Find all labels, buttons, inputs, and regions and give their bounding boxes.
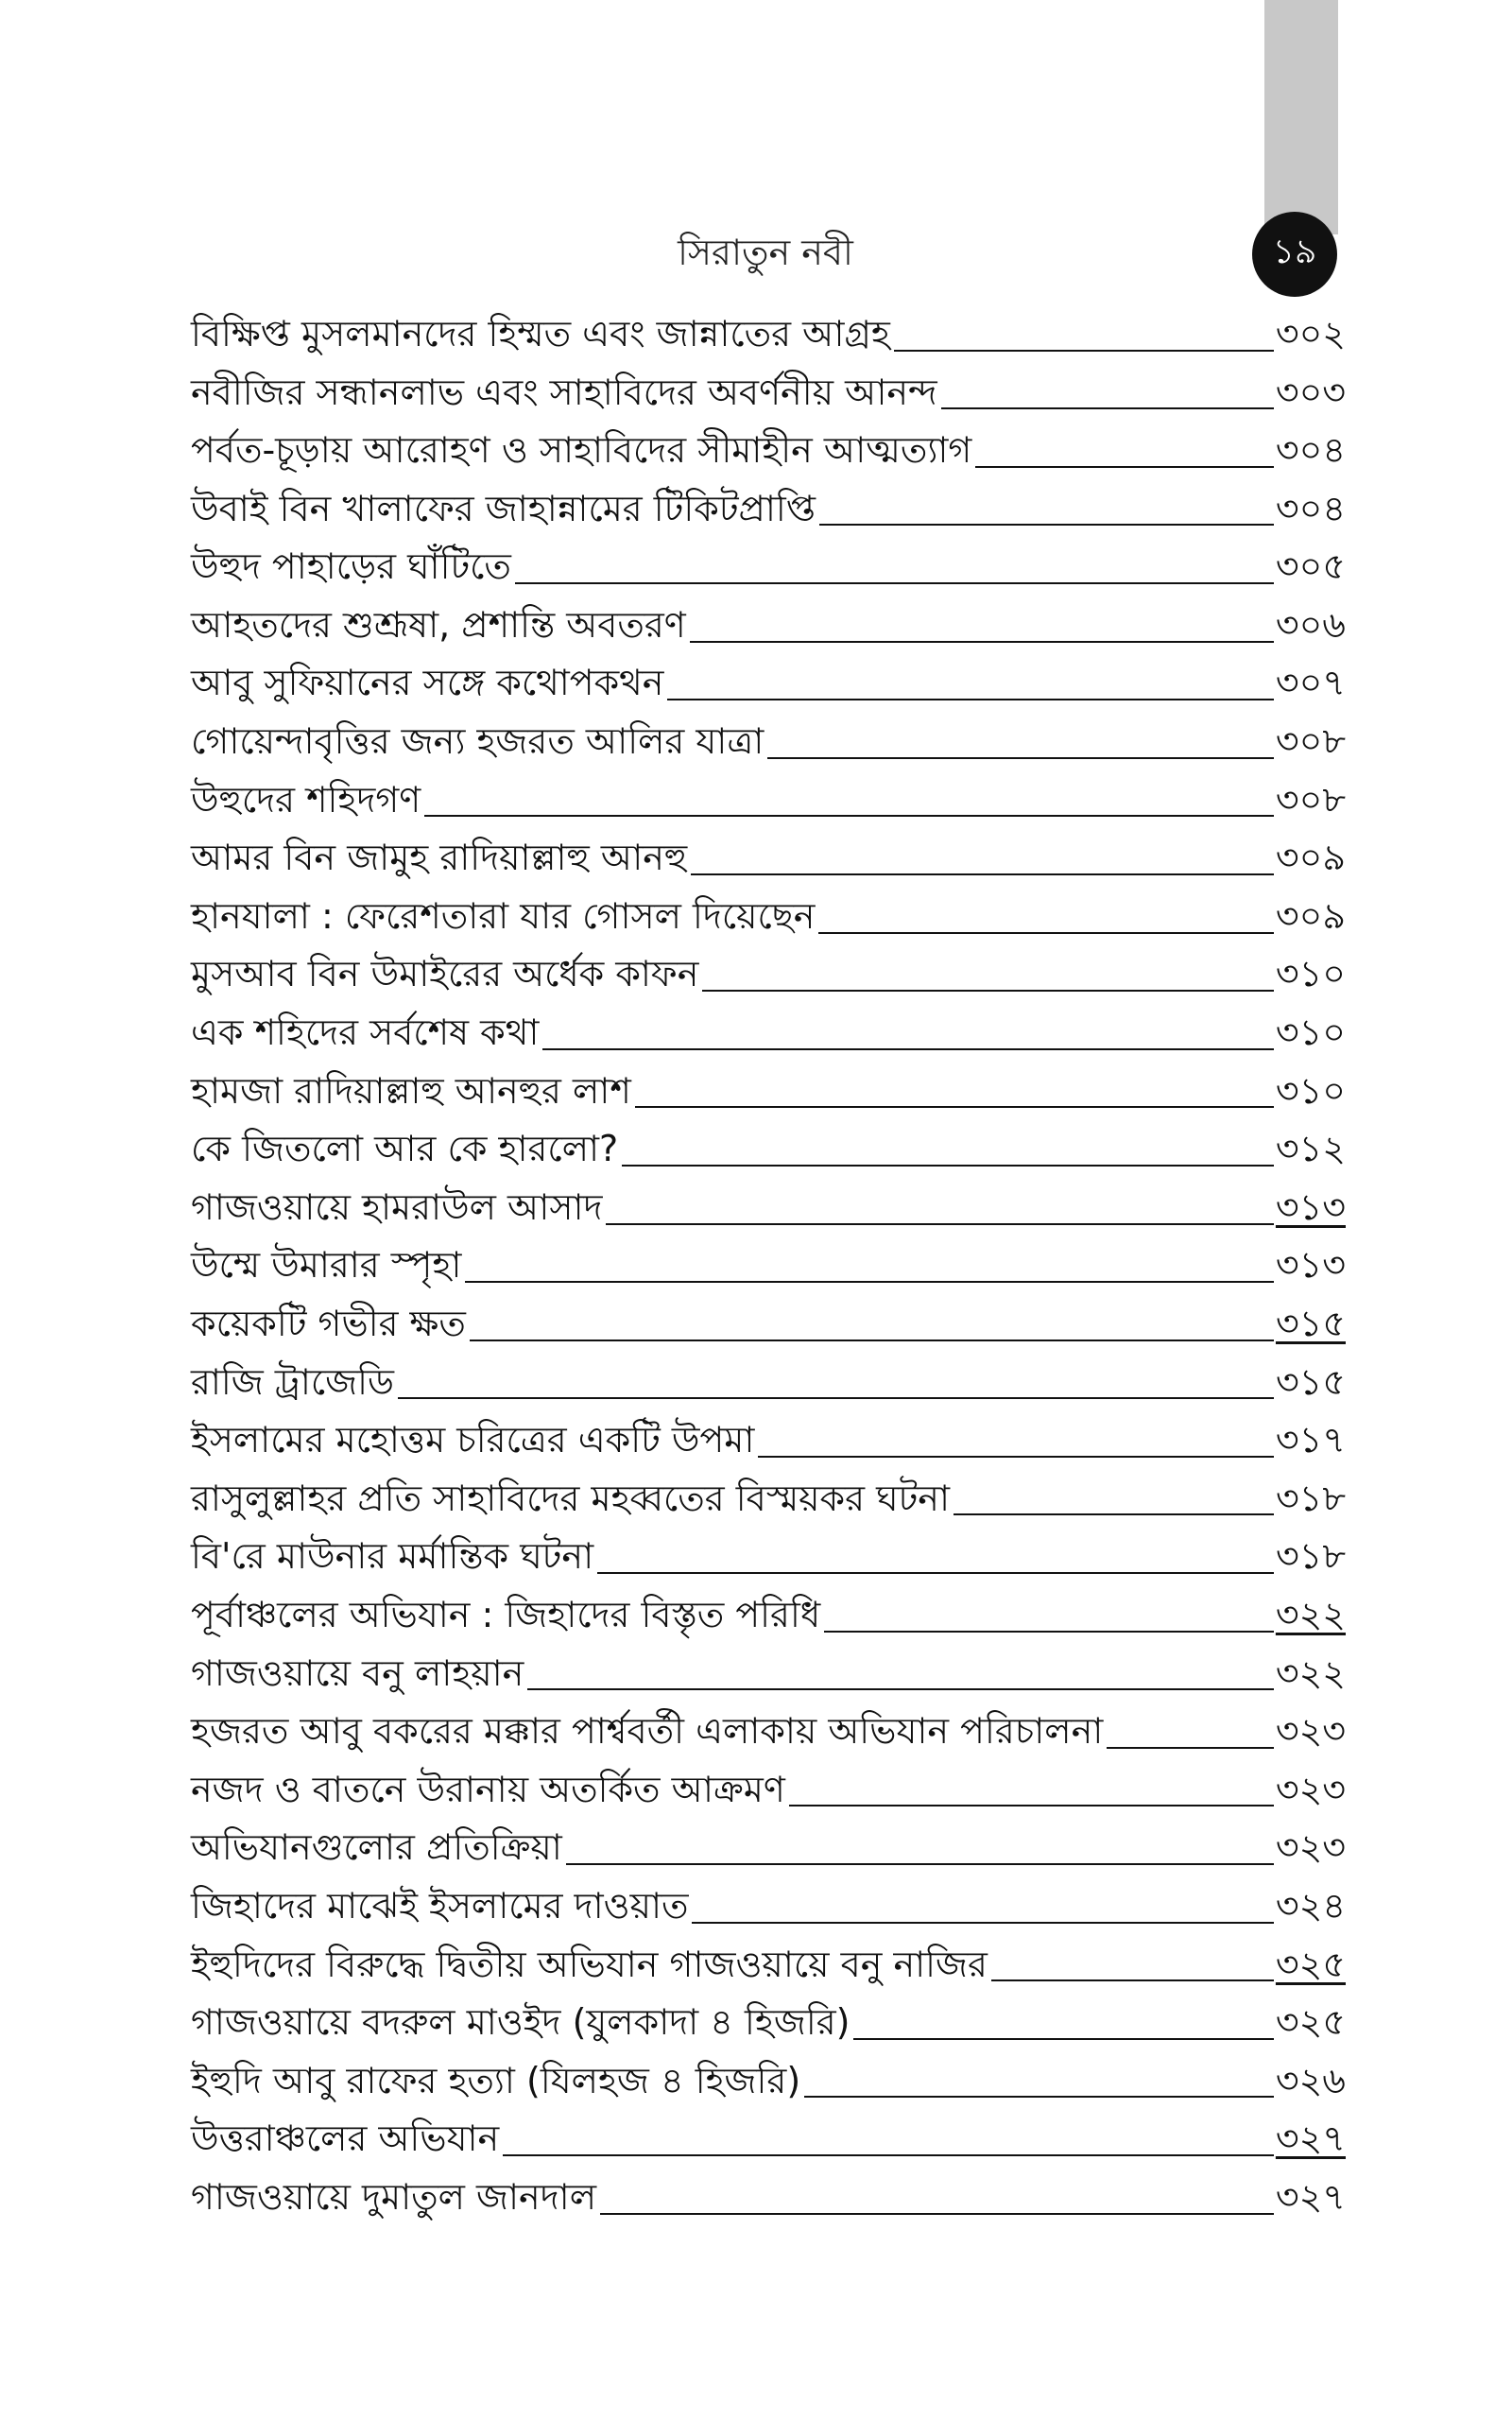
toc-leader-line [1107, 1747, 1274, 1749]
toc-leader-line [622, 1165, 1274, 1167]
toc-entry[interactable] [191, 824, 1346, 883]
toc-entry[interactable] [191, 475, 1346, 534]
toc-leader-line [975, 466, 1274, 468]
toc-entry-title: বি'রে মাউনার মর্মান্তিক ঘটনা [191, 1535, 594, 1578]
toc-entry-page: ৩০৩ [1275, 371, 1346, 413]
toc-entry[interactable] [191, 650, 1346, 709]
toc-entry[interactable] [191, 1465, 1346, 1524]
page-number: ১৯ [1272, 233, 1317, 271]
toc-entry-page: ৩১৫ [1275, 1360, 1346, 1403]
toc-entry-title: অভিযানগুলোর প্রতিক্রিয়া [191, 1826, 562, 1869]
toc-entry-title: পর্বত-চূড়ায় আরোহণ ও সাহাবিদের সীমাহীন আত্মত্যাগ [191, 429, 972, 472]
toc-entry-page: ৩১৫ [1275, 1303, 1346, 1344]
toc-entry[interactable] [191, 301, 1346, 359]
toc-entry[interactable] [191, 1931, 1346, 1990]
toc-leader-line [758, 1456, 1274, 1458]
toc-entry[interactable] [191, 1349, 1346, 1408]
toc-entry-title: উম্মে উমারার স্পৃহা [191, 1244, 462, 1287]
toc-entry[interactable] [191, 1174, 1346, 1233]
toc-entry-page: ৩০৯ [1275, 837, 1346, 879]
toc-entry-page: ৩২৭ [1275, 2118, 1346, 2160]
toc-entry-page: ৩১৭ [1275, 1419, 1346, 1461]
toc-entry-title: রাজি ট্রাজেডি [191, 1360, 394, 1403]
toc-entry[interactable] [191, 1407, 1346, 1465]
toc-entry-page: ৩০৪ [1275, 487, 1346, 529]
toc-entry[interactable] [191, 1989, 1346, 2048]
toc-entry-title: গাজওয়ায়ে বদরুল মাওইদ (যুলকাদা ৪ হিজরি) [191, 2001, 850, 2044]
toc-entry-page: ৩২৫ [1275, 2001, 1346, 2044]
toc-entry-page: ৩১৩ [1275, 1244, 1346, 1287]
toc-entry[interactable] [191, 1873, 1346, 1931]
toc-entry-title: গাজওয়ায়ে বনু লাহয়ান [191, 1651, 524, 1694]
toc-entry-title: উত্তরাঞ্চলের অভিযান [191, 2118, 500, 2160]
toc-entry-title: বিক্ষিপ্ত মুসলমানদের হিম্মত এবং জান্নাতের আগ্রহ [191, 312, 890, 354]
toc-entry-title: গাজওয়ায়ে দুমাতুল জানদাল [191, 2175, 597, 2218]
toc-entry-page: ৩০৪ [1275, 429, 1346, 472]
toc-leader-line [767, 757, 1274, 759]
toc-entry-page: ৩০৫ [1275, 545, 1346, 588]
toc-entry-page: ৩১০ [1275, 953, 1346, 995]
toc-leader-line [804, 2096, 1274, 2098]
toc-leader-line [424, 815, 1274, 817]
toc-entry[interactable] [191, 708, 1346, 767]
toc-entry-page: ৩১৮ [1275, 1535, 1346, 1578]
toc-entry-page: ৩২৩ [1275, 1768, 1346, 1810]
toc-entry-title: কয়েকটি গভীর ক্ষত [191, 1303, 466, 1344]
toc-entry[interactable] [191, 1640, 1346, 1699]
toc-entry[interactable] [191, 533, 1346, 592]
toc-entry-title: ইহুদিদের বিরুদ্ধে দ্বিতীয় অভিযান গাজওয়ায়ে বনু নাজির [191, 1943, 988, 1985]
toc-leader-line [818, 932, 1273, 934]
toc-leader-line [894, 350, 1274, 352]
toc-entry-title: আমর বিন জামুহ রাদিয়াল্লাহু আনহু [191, 837, 688, 879]
toc-entry-page: ৩০৮ [1275, 720, 1346, 763]
toc-entry-page: ৩২২ [1275, 1651, 1346, 1694]
toc-entry-page: ৩২২ [1275, 1593, 1346, 1635]
toc-entry-title: রাসুলুল্লাহর প্রতি সাহাবিদের মহব্বতের বিস্ময়কর ঘটনা [191, 1477, 951, 1519]
toc-entry-page: ৩২৩ [1275, 1710, 1346, 1753]
toc-entry[interactable] [191, 767, 1346, 825]
toc-leader-line [635, 1106, 1274, 1108]
toc-entry-title: এক শহিদের সর্বশেষ কথা [191, 1011, 540, 1054]
toc-entry-page: ৩২৭ [1275, 2175, 1346, 2218]
toc-entry[interactable] [191, 1814, 1346, 1873]
toc-leader-line [824, 1631, 1274, 1633]
toc-leader-line [398, 1397, 1274, 1399]
toc-entry-title: জিহাদের মাঝেই ইসলামের দাওয়াত [191, 1884, 689, 1927]
toc-entry-title: উহুদ পাহাড়ের ঘাঁটিতে [191, 545, 511, 588]
toc-entry-title: উবাই বিন খালাফের জাহান্নামের টিকিটপ্রাপ্তি [191, 487, 816, 529]
toc-entry[interactable] [191, 1756, 1346, 1815]
toc-entry-title: পূর্বাঞ্চলের অভিযান : জিহাদের বিস্তৃত পরিধি [191, 1593, 821, 1635]
table-of-contents [191, 301, 1346, 2222]
toc-entry-title: আহতদের শুশ্রূষা, প্রশান্তি অবতরণ [191, 603, 686, 646]
running-title: সিরাতুন নবী [678, 232, 853, 273]
toc-entry-page: ৩১৩ [1275, 1185, 1346, 1228]
toc-entry-page: ৩১৮ [1275, 1477, 1346, 1519]
toc-entry[interactable] [191, 359, 1346, 418]
toc-entry-title: নজদ ও বাতনে উরানায় অতর্কিত আক্রমণ [191, 1768, 785, 1810]
page-number-badge [1252, 212, 1337, 297]
toc-entry[interactable] [191, 2105, 1346, 2164]
toc-entry-title: ইসলামের মহোত্তম চরিত্রের একটি উপমা [191, 1419, 755, 1461]
toc-entry[interactable] [191, 999, 1346, 1058]
toc-leader-line [566, 1863, 1274, 1865]
toc-entry-title: গাজওয়ায়ে হামরাউল আসাদ [191, 1185, 603, 1228]
toc-leader-line [941, 407, 1274, 409]
toc-leader-line [667, 699, 1273, 700]
toc-entry-page: ৩২৬ [1275, 2059, 1346, 2101]
toc-entry-title: হানযালা : ফেরেশতারা যার গোসল দিয়েছেন [191, 894, 816, 937]
toc-leader-line [691, 873, 1274, 875]
toc-entry-title: ইহুদি আবু রাফের হত্যা (যিলহজ ৪ হিজরি) [191, 2059, 801, 2101]
toc-leader-line [470, 1340, 1274, 1341]
page-tab-strip [1264, 0, 1338, 234]
toc-leader-line [789, 1805, 1274, 1806]
toc-entry-title: কে জিতলো আর কে হারলো? [191, 1128, 619, 1170]
toc-entry-page: ৩২৫ [1275, 1943, 1346, 1985]
toc-leader-line [503, 2154, 1274, 2156]
toc-entry-page: ৩০৮ [1275, 778, 1346, 821]
toc-entry-title: উহুদের শহিদগণ [191, 778, 421, 821]
toc-entry-title: আবু সুফিয়ানের সঙ্গে কথোপকথন [191, 662, 664, 704]
toc-entry[interactable] [191, 417, 1346, 475]
toc-leader-line [600, 2213, 1274, 2215]
toc-entry[interactable] [191, 1698, 1346, 1756]
toc-leader-line [692, 1922, 1273, 1924]
toc-entry[interactable] [191, 1582, 1346, 1640]
toc-leader-line [606, 1223, 1273, 1225]
toc-entry[interactable] [191, 942, 1346, 1000]
toc-entry-page: ৩০৯ [1275, 894, 1346, 937]
toc-entry-title: হজরত আবু বকরের মক্কার পার্শ্ববর্তী এলাকায় অভিযান পরিচালনা [191, 1710, 1104, 1753]
toc-entry-page: ৩২৩ [1275, 1826, 1346, 1869]
toc-entry[interactable] [191, 1290, 1346, 1349]
toc-entry-page: ৩১০ [1275, 1069, 1346, 1112]
toc-entry-page: ৩০৬ [1275, 603, 1346, 646]
toc-entry-page: ৩০২ [1275, 312, 1346, 354]
toc-entry[interactable] [191, 2048, 1346, 2106]
toc-leader-line [690, 641, 1274, 643]
toc-entry-title: মুসআব বিন উমাইরের অর্ধেক কাফন [191, 953, 699, 995]
toc-leader-line [597, 1572, 1274, 1574]
toc-entry-title: হামজা রাদিয়াল্লাহু আনহুর লাশ [191, 1069, 631, 1112]
toc-leader-line [702, 990, 1274, 992]
toc-entry[interactable] [191, 1115, 1346, 1174]
toc-entry-page: ৩১০ [1275, 1011, 1346, 1054]
toc-entry-page: ৩১২ [1275, 1128, 1346, 1170]
toc-leader-line [991, 1979, 1274, 1981]
toc-entry[interactable] [191, 1233, 1346, 1291]
toc-leader-line [853, 2038, 1273, 2040]
toc-entry-title: গোয়েন্দাবৃত্তির জন্য হজরত আলির যাত্রা [191, 720, 765, 763]
toc-entry-page: ৩২৪ [1275, 1884, 1346, 1927]
toc-leader-line [819, 524, 1274, 526]
toc-entry[interactable] [191, 1058, 1346, 1116]
toc-entry-page: ৩০৭ [1275, 662, 1346, 704]
toc-entry[interactable] [191, 883, 1346, 942]
toc-leader-line [954, 1513, 1274, 1515]
toc-leader-line [542, 1048, 1274, 1050]
toc-leader-line [515, 582, 1274, 584]
toc-leader-line [465, 1281, 1274, 1283]
toc-leader-line [527, 1688, 1274, 1690]
toc-entry[interactable] [191, 592, 1346, 650]
toc-entry[interactable] [191, 2164, 1346, 2222]
toc-entry[interactable] [191, 1523, 1346, 1582]
toc-entry-title: নবীজির সন্ধানলাভ এবং সাহাবিদের অবর্ণনীয় আনন্দ [191, 371, 937, 413]
